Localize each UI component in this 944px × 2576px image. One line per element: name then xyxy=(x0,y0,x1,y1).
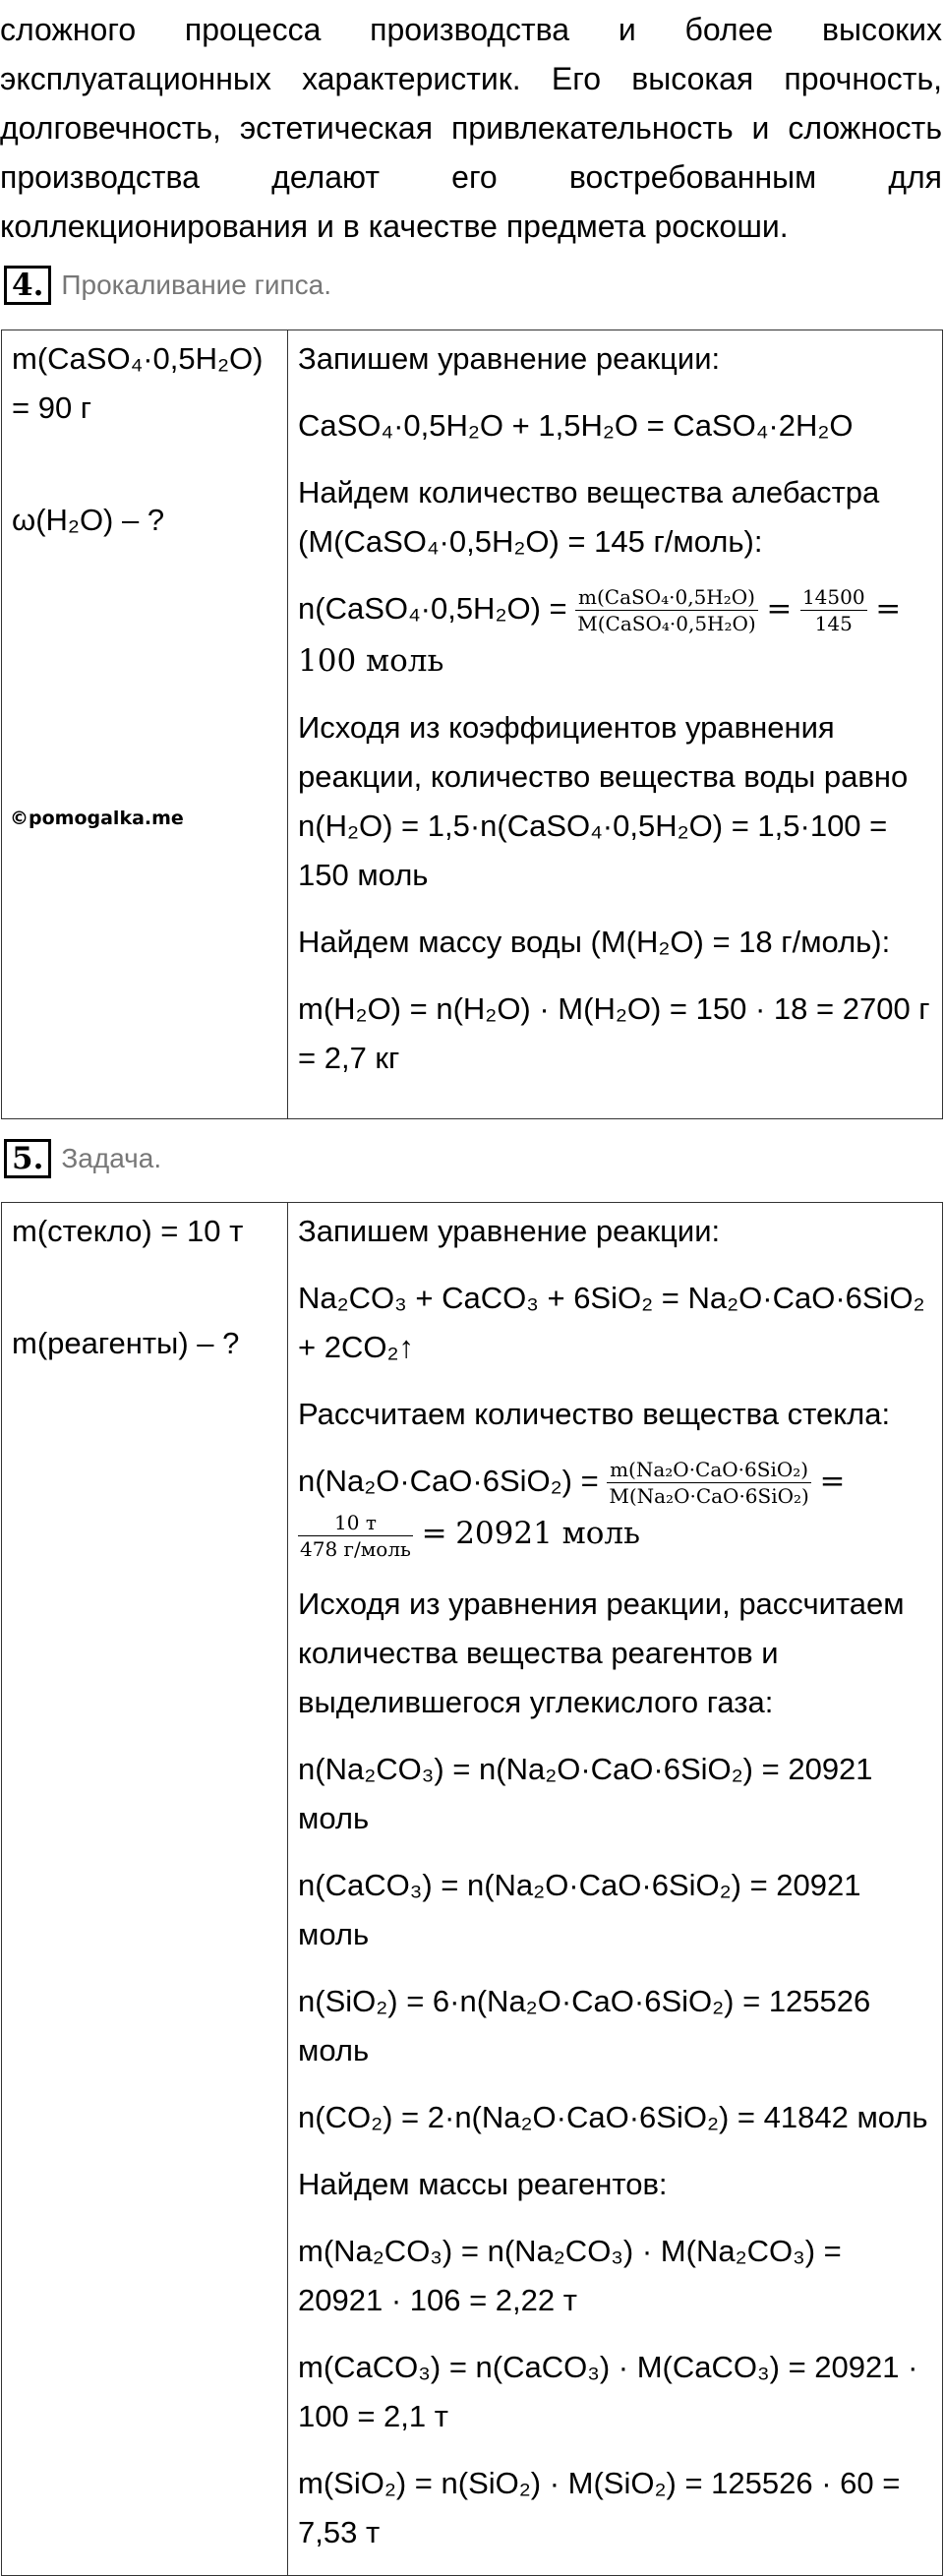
task-4-solution-table xyxy=(1,329,943,1119)
task-5-given: m(стекло) = 10 т xyxy=(12,1214,244,1248)
fraction xyxy=(607,1457,811,1509)
step: m(Na₂CO₃) = n(Na₂CO₃) · M(Na₂CO₃) = 20921 · 106 = 2,22 т xyxy=(298,2233,842,2317)
fraction xyxy=(800,584,867,636)
step: Запишем уравнение реакции: xyxy=(298,341,721,376)
step: Рассчитаем количество вещества стекла: xyxy=(298,1397,891,1431)
equation: CaSO₄·0,5H₂O + 1,5H₂O = CaSO₄·2H₂O xyxy=(298,408,854,443)
watermark: ©pomogalka.me xyxy=(10,808,184,829)
task-4-title: Прокаливание гипса. xyxy=(61,270,332,300)
step: n(Na₂CO₃) = n(Na₂O·CaO·6SiO₂) = 20921 моль xyxy=(298,1751,873,1835)
intro-line: производства делают его востребованным для xyxy=(0,159,942,195)
step: m(SiO₂) = n(SiO₂) · M(SiO₂) = 125526 · 60 = 7,53 т xyxy=(298,2465,901,2549)
step: Найдем массу воды (M(H₂O) = 18 г/моль): xyxy=(298,925,891,960)
task-5-given-cell xyxy=(2,1203,288,2576)
formula-lhs: n(CaSO₄·0,5H₂O) = xyxy=(298,591,567,626)
fraction-denominator: M(CaSO₄·0,5H₂O) xyxy=(577,612,756,636)
fraction-numerator: 14500 xyxy=(801,585,865,610)
fraction-denominator: 145 xyxy=(814,612,853,636)
task-4-given-cell xyxy=(2,330,288,1119)
step: n(SiO₂) = 6·n(Na₂O·CaO·6SiO₂) = 125526 моль xyxy=(298,1983,871,2067)
intro-paragraph xyxy=(0,5,942,251)
formula-result: 20921 моль xyxy=(455,1516,641,1552)
fraction-denominator: M(Na₂O·CaO·6SiO₂) xyxy=(609,1484,809,1509)
fraction-denominator: 478 г/моль xyxy=(300,1536,411,1561)
intro-line: эксплуатационных характеристик. Его высокая прочность, xyxy=(0,61,942,96)
fraction-numerator: 10 т xyxy=(298,1510,413,1536)
equation: Na₂CO₃ + CaCO₃ + 6SiO₂ = Na₂O·CaO·6SiO₂ + 2CO₂↑ xyxy=(298,1281,925,1364)
formula-lhs: n(Na₂O·CaO·6SiO₂) = xyxy=(298,1464,599,1498)
step: n(CO₂) = 2·n(Na₂O·CaO·6SiO₂) = 41842 моль xyxy=(298,2099,928,2134)
task-5-work-cell xyxy=(288,1203,943,2576)
formula-result: 100 моль xyxy=(298,643,444,680)
task-4-number: 4. xyxy=(4,266,51,305)
intro-line: сложного процесса производства и более высоких xyxy=(0,12,942,47)
step: m(CaCO₃) = n(CaCO₃) · M(CaCO₃) = 20921 · 100 = 2,1 т xyxy=(298,2349,918,2433)
task-5-solution-table xyxy=(1,1202,943,2576)
task-5-header xyxy=(4,1139,161,1178)
step: n(CaCO₃) = n(Na₂O·CaO·6SiO₂) = 20921 моль xyxy=(298,1867,861,1951)
formula: n(CaSO₄·0,5H₂O) = $\frac{\text{m(CaSO₄·0,5H₂O)}}{\text{M(CaSO₄·0,5H₂O)}}$ = $\frac{14500}{145}$ = 100 моль xyxy=(298,584,932,686)
task-4-work-cell xyxy=(288,330,943,1119)
step: Исходя из уравнения реакции, рассчитаем количества вещества реагентов и выделившегося углекислого газа: xyxy=(298,1586,905,1719)
fraction xyxy=(575,584,757,636)
intro-line: долговечность, эстетическая привлекательность и сложность xyxy=(0,110,942,146)
task-4-question: ω(H₂O) – ? xyxy=(12,503,165,537)
fraction xyxy=(298,1510,413,1562)
fraction-numerator: m(CaSO₄·0,5H₂O) xyxy=(575,584,757,611)
task-4-given: m(CaSO₄·0,5H₂O) = 90 г xyxy=(12,341,264,425)
step: m(H₂O) = n(H₂O) · M(H₂O) = 150 · 18 = 2700 г = 2,7 кг xyxy=(298,991,930,1076)
formula: n(Na₂O·CaO·6SiO₂) = $\frac{\text{m(Na₂O·CaO·6SiO₂)}}{\text{M(Na₂O·CaO·6SiO₂)}}$ = $\frac{10 т}{\text{478 г/моль}}$ = 20921 моль xyxy=(298,1458,846,1561)
fraction-numerator: m(Na₂O·CaO·6SiO₂) xyxy=(607,1457,811,1483)
step: Запишем уравнение реакции: xyxy=(298,1214,721,1248)
step: Найдем количество вещества алебастра (M(CaSO₄·0,5H₂O) = 145 г/моль): xyxy=(298,475,880,559)
step: Найдем массы реагентов: xyxy=(298,2166,668,2201)
task-4-header xyxy=(4,266,331,305)
task-5-question: m(реагенты) – ? xyxy=(12,1326,240,1360)
task-5-number: 5. xyxy=(4,1139,51,1178)
intro-line: коллекционирования и в качестве предмета роскоши. xyxy=(0,209,789,244)
task-5-title: Задача. xyxy=(61,1143,162,1173)
step: Исходя из коэффициентов уравнения реакции, количество вещества воды равно n(H₂O) = 1,5·n(CaSO₄·0,5H₂O) = 1,5·100 = 150 моль xyxy=(298,710,909,893)
